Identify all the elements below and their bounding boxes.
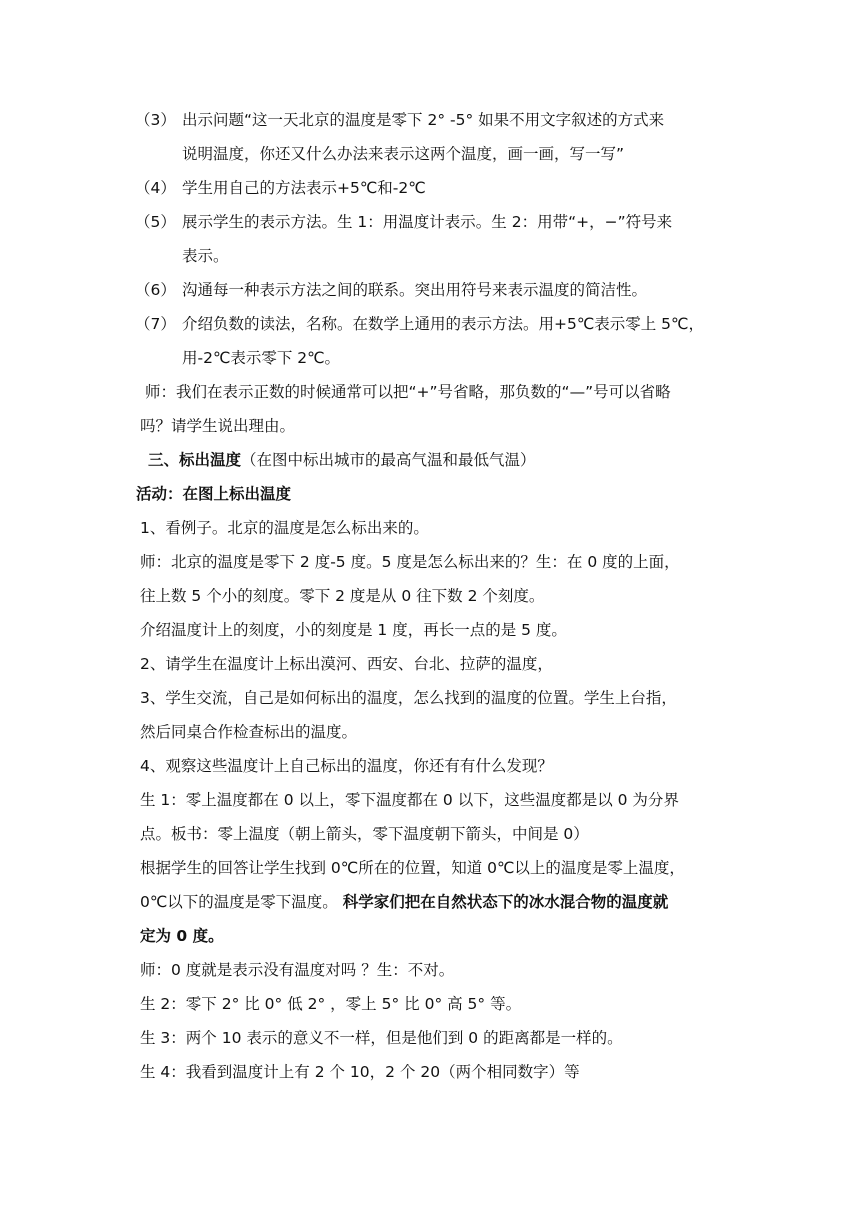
paragraph-3: 介绍温度计上的刻度，小的刻度是 1 度，再长一点的是 5 度。 [140, 621, 567, 639]
paragraph-8-line-3: 定为 0 度。 [140, 927, 224, 945]
item-4-line-1: 学生用自己的方法表示+5℃和-2℃ [182, 179, 426, 197]
paragraph-7-line-1: 生 1：零上温度都在 0 以上，零下温度都在 0 以下，这些温度都是以 0 为分界 [140, 791, 679, 809]
item-number-5: （5） [135, 213, 176, 231]
paragraph-1: 1、看例子。北京的温度是怎么标出来的。 [140, 519, 429, 537]
item-5-line-1: 展示学生的表示方法。生 1：用温度计表示。生 2：用带“+，−”符号来 [182, 213, 673, 231]
paragraph-4: 2、请学生在温度计上标出漠河、西安、台北、拉萨的温度， [140, 655, 553, 673]
item-3-line-1: 出示问题“这一天北京的温度是零下 2° -5° 如果不用文字叙述的方式来 [182, 111, 665, 129]
activity-heading: 活动：在图上标出温度 [136, 485, 292, 503]
section-3-subtitle: （在图中标出城市的最高气温和最低气温） [241, 451, 536, 469]
item-number-6: （6） [135, 281, 176, 299]
teacher-note-line-2: 吗？请学生说出理由。 [140, 417, 296, 435]
teacher-note-line-1: 师：我们在表示正数的时候通常可以把“+”号省略，那负数的“—”号可以省略 [145, 383, 671, 401]
item-5-line-2: 表示。 [182, 247, 229, 265]
paragraph-8-line-1: 根据学生的回答让学生找到 0℃所在的位置，知道 0℃以上的温度是零上温度， [140, 859, 685, 877]
paragraph-8-plain: 0℃以下的温度是零下温度。 [140, 893, 338, 911]
paragraph-5-line-2: 然后同桌合作检查标出的温度。 [140, 723, 358, 741]
paragraph-2-line-1: 师：北京的温度是零下 2 度-5 度。5 度是怎么标出来的？生：在 0 度的上面， [140, 553, 680, 571]
item-3-line-2: 说明温度，你还又什么办法来表示这两个温度，画一画，写一写” [182, 145, 625, 163]
paragraph-12: 生 4：我看到温度计上有 2 个 10，2 个 20（两个相同数字）等 [140, 1063, 580, 1081]
paragraph-10: 生 2：零下 2° 比 0° 低 2° ，零上 5° 比 0° 高 5° 等。 [140, 995, 522, 1013]
item-7-line-1: 介绍负数的读法，名称。在数学上通用的表示方法。用+5℃表示零上 5℃， [182, 315, 704, 333]
item-number-4: （4） [135, 179, 176, 197]
paragraph-8-line-2 [140, 891, 668, 913]
item-6-line-1: 沟通每一种表示方法之间的联系。突出用符号来表示温度的简洁性。 [182, 281, 648, 299]
paragraph-2-line-2: 往上数 5 个小的刻度。零下 2 度是从 0 往下数 2 个刻度。 [140, 587, 545, 605]
paragraph-6: 4、观察这些温度计上自己标出的温度，你还有有什么发现？ [140, 757, 553, 775]
item-number-3: （3） [135, 111, 176, 129]
paragraph-7-line-2: 点。板书：零上温度（朝上箭头，零下温度朝下箭头，中间是 0） [140, 825, 589, 843]
item-7-line-2: 用-2℃表示零下 2℃。 [182, 349, 341, 367]
paragraph-5-line-1: 3、学生交流，自己是如何标出的温度，怎么找到的温度的位置。学生上台指， [140, 689, 677, 707]
paragraph-11: 生 3：两个 10 表示的意义不一样，但是他们到 0 的距离都是一样的。 [140, 1029, 623, 1047]
paragraph-8-bold-1: 科学家们把在自然状态下的冰水混合物的温度就 [342, 893, 669, 911]
section-3-title: 三、标出温度 [148, 451, 242, 469]
section-3-heading [148, 449, 536, 471]
paragraph-9: 师：0 度就是表示没有温度对吗 ？生：不对。 [140, 961, 455, 979]
item-number-7: （7） [135, 315, 176, 333]
